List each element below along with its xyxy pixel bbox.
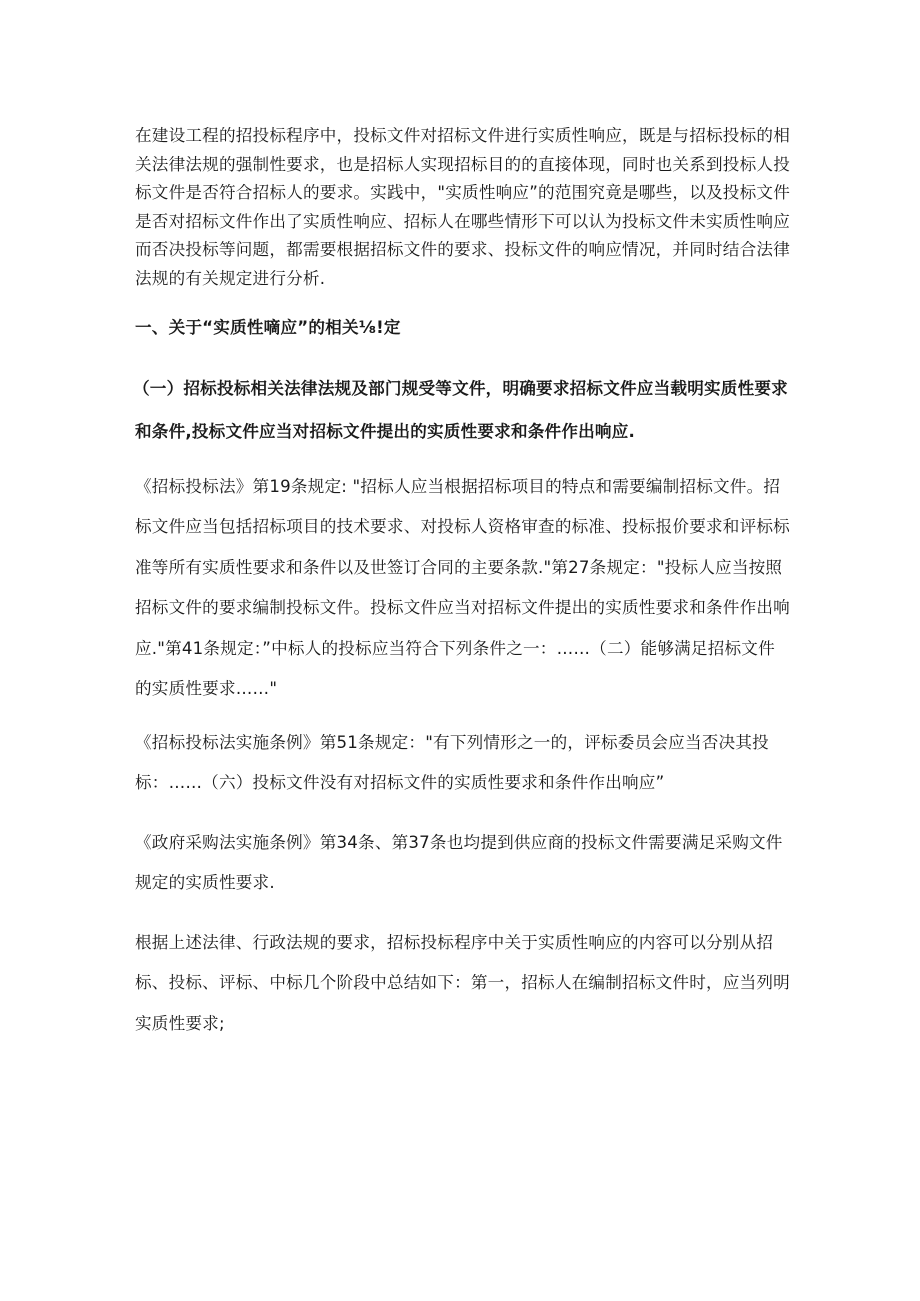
summary-paragraph: 根据上述法律、行政法规的要求，招标投标程序中关于实质性响应的内容可以分别从招标、投标、评标、中标几个阶段中总结如下：第一，招标人在编制招标文件时，应当列明实质性要求; xyxy=(135,932,790,1033)
bidding-law-paragraph: 《招标投标法》第19条规定: "招标人应当根据招标项目的特点和需要编制招标文件。招标文件应当包括招标项目的技术要求、对投标人资格审查的标准、投标报价要求和评标标准等所有实质性要求和条件以及世签订合同的主要条款."第27条规定："投标人应当按照招标文件的要求编制投标文件。投标文件应当对招标文件提出的实质性要求和条件作出响应."第41条规定：”中标人的投标应当符合下列条件之一：……（二）能够满足招标文件的实质性要求……" xyxy=(135,476,790,699)
section-heading: 一、关于“实质性嘀应”的相关⅛!定 xyxy=(135,317,401,337)
subsection-heading: （一）招标投标相关法律法规及部门规受等文件，明确要求招标文件应当载明实质性要求和条件,投标文件应当对招标文件提出的实质性要求和条件作出响应. xyxy=(133,378,788,441)
intro-paragraph: 在建设工程的招投标程序中，投标文件对招标文件进行实质性响应，既是与招标投标的相关法律法规的强制性要求，也是招标人实现招标目的的直接体现，同时也关系到投标人投标文件是否符合招标人的要求。实践中，"实质性响应”的范围究竟是哪些，以及投标文件是否对招标文件作出了实质性响应、招标人在哪些情形下可以认为投标文件未实质性响应而否决投标等问题，都需要根据招标文件的要求、投标文件的响应情况，并同时结合法律法规的有关规定进行分析. xyxy=(135,126,790,288)
document-page xyxy=(135,122,790,1044)
bidding-regulation-paragraph: 《招标投标法实施条例》第51条规定："有下列情形之一的，评标委员会应当否决其投标：……（六）投标文件没有对招标文件的实质性要求和条件作出响应” xyxy=(135,732,769,793)
procurement-regulation-paragraph: 《政府采购法实施条例》第34条、第37条也均提到供应商的投标文件需要满足采购文件规定的实质性要求. xyxy=(135,832,783,893)
